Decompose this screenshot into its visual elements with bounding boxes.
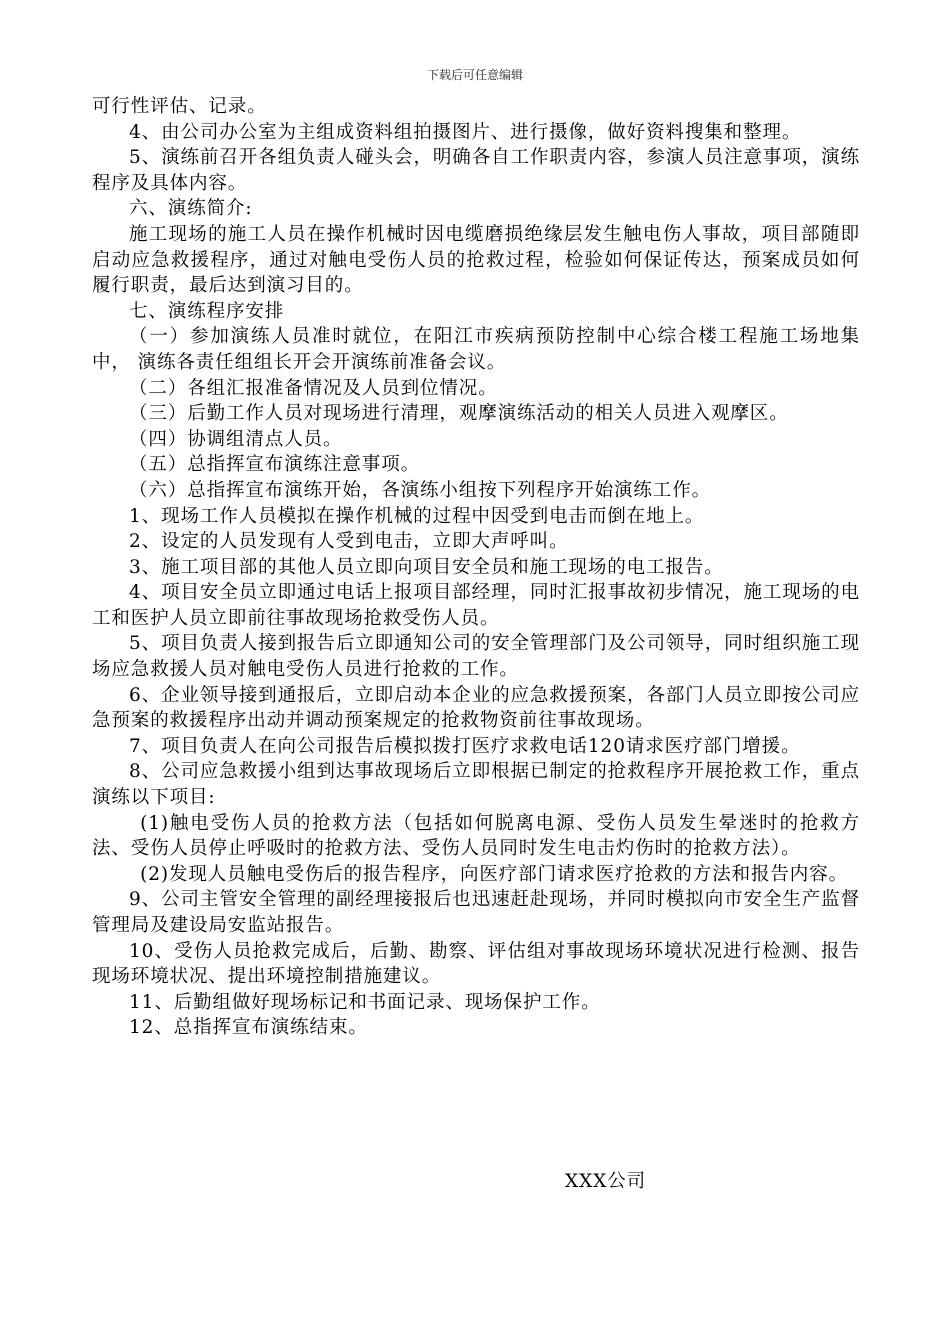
paragraph: 10、受伤人员抢救完成后，后勤、勘察、评估组对事故现场环境状况进行检测、报告现场环境状况、提出环境控制措施建议。 — [92, 940, 860, 988]
paragraph: 可行性评估、记录。 — [92, 96, 267, 117]
paragraph: (1)触电受伤人员的抢救方法（包括如何脱离电源、受伤人员发生晕迷时的抢救方法、受伤人员停止呼吸时的抢救方法、受伤人员同时发生电击灼伤时的抢救方法）。 — [92, 812, 860, 860]
paragraph: 4、由公司办公室为主组成资料组拍摄图片、进行摄像，做好资料搜集和整理。 — [129, 121, 802, 143]
section-heading: 七、演练程序安排 — [129, 300, 285, 322]
paragraph: 6、企业领导接到通报后，立即启动本企业的应急救援预案，各部门人员立即按公司应急预案的救援程序出动并调动预案规定的抢救物资前往事故现场。 — [92, 684, 860, 732]
paragraph: （六）总指挥宣布演练开始，各演练小组按下列程序开始演练工作。 — [129, 479, 712, 501]
company-signature: XXX公司 — [565, 1171, 647, 1192]
paragraph: （三）后勤工作人员对现场进行清理，观摩演练活动的相关人员进入观摩区。 — [129, 403, 789, 425]
paragraph: （五）总指挥宣布演练注意事项。 — [129, 454, 421, 476]
paragraph: (2)发现人员触电受伤后的报告程序，向医疗部门请求医疗抢救的方法和报告内容。 — [140, 863, 849, 885]
paragraph: （四）协调组清点人员。 — [129, 428, 343, 450]
paragraph: 7、项目负责人在向公司报告后模拟拨打医疗求救电话120请求医疗部门增援。 — [129, 735, 801, 757]
paragraph: 2、设定的人员发现有人受到电击，立即大声呼叫。 — [129, 531, 569, 553]
paragraph: 12、总指挥宣布演练结束。 — [129, 1017, 368, 1039]
paragraph: 9、公司主管安全管理的副经理接报后也迅速赶赴现场，并同时模拟向市安全生产监督管理局及建设局安监站报告。 — [92, 889, 860, 936]
section-heading: 六、演练简介: — [129, 198, 253, 220]
paragraph: 3、施工项目部的其他人员立即向项目安全员和施工现场的电工报告。 — [129, 556, 724, 578]
paragraph: 5、项目负责人接到报告后立即通知公司的安全管理部门及公司领导，同时组织施工现场应急救援人员对触电受伤人员进行抢救的工作。 — [92, 633, 860, 681]
paragraph: 5、演练前召开各组负责人碰头会，明确各自工作职责内容，参演人员注意事项，演练程序及具体内容。 — [92, 147, 860, 194]
paragraph: 8、公司应急救援小组到达事故现场后立即根据已制定的抢救程序开展抢救工作，重点演练以下项目: — [92, 761, 860, 809]
paragraph: （一）参加演练人员准时就位，在阳江市疾病预防控制中心综合楼工程施工场地集中， 演练各责任组组长开会开演练前准备会议。 — [92, 326, 860, 373]
paragraph: 4、项目安全员立即通过电话上报项目部经理，同时汇报事故初步情况，施工现场的电工和医护人员立即前往事故现场抢救受伤人员。 — [92, 582, 860, 629]
document-body — [92, 94, 860, 1041]
paragraph: 1、现场工作人员模拟在操作机械的过程中因受到电击而倒在地上。 — [129, 505, 705, 527]
paragraph: 施工现场的施工人员在操作机械时因电缆磨损绝缘层发生触电伤人事故，项目部随即启动应急救援程序，通过对触电受伤人员的抢救过程，检验如何保证传达，预案成员如何履行职责，最后达到演习目的。 — [92, 223, 860, 297]
page-header-note: 下载后可任意编辑 — [426, 68, 523, 82]
paragraph: （二）各组汇报准备情况及人员到位情况。 — [129, 377, 498, 399]
paragraph: 11、后勤组做好现场标记和书面记录、现场保护工作。 — [129, 991, 601, 1013]
